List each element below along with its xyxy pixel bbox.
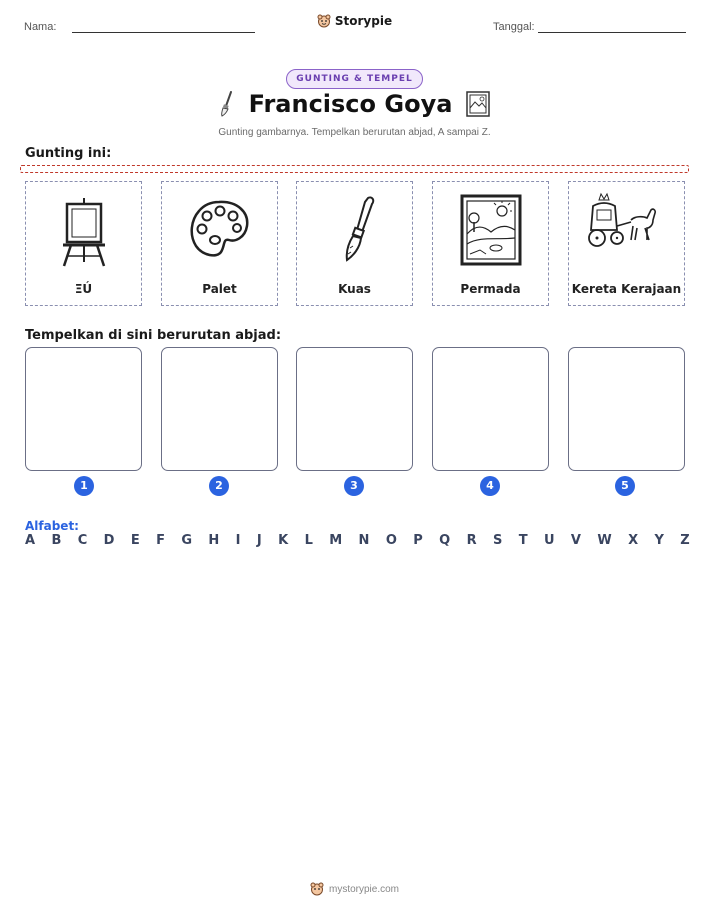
alphabet-letter: T: [518, 533, 528, 548]
landscape-painting-icon: [456, 190, 526, 270]
alphabet-letter: I: [235, 533, 241, 548]
alphabet-letter: X: [628, 533, 639, 548]
slot-number-2: 2: [209, 476, 229, 496]
paste-slot-2[interactable]: [161, 347, 278, 471]
paste-slot-3[interactable]: [296, 347, 413, 471]
paste-heading: Tempelkan di sini berurutan abjad:: [25, 328, 282, 343]
paste-slot-4[interactable]: [432, 347, 549, 471]
date-line: [538, 32, 686, 33]
cut-card-1[interactable]: [25, 181, 142, 306]
cut-card-label: ΞÚ: [74, 282, 93, 296]
alphabet-letter: O: [385, 533, 397, 548]
title-row: [0, 90, 709, 118]
cut-line: [20, 165, 689, 173]
alphabet-letter: S: [492, 533, 503, 548]
page-title: Francisco Goya: [248, 90, 453, 118]
name-label: Nama:: [24, 21, 57, 33]
paste-slot-5[interactable]: [568, 347, 685, 471]
slot-number-1: 1: [74, 476, 94, 496]
activity-badge: [0, 66, 709, 89]
cut-heading: Gunting ini:: [25, 146, 112, 161]
brand-name: Storypie: [334, 14, 393, 28]
alphabet-letter: Y: [654, 533, 664, 548]
alphabet-letter: P: [413, 533, 423, 548]
alphabet-letter: Q: [439, 533, 451, 548]
alphabet-letter: J: [256, 533, 262, 548]
royal-carriage-icon: [587, 190, 667, 270]
alphabet-letter: B: [51, 533, 62, 548]
framed-painting-icon: [466, 91, 490, 117]
alphabet-letter: A: [25, 533, 36, 548]
cut-card-5[interactable]: [568, 181, 685, 306]
brand: [0, 13, 709, 32]
storypie-logo-icon: [310, 882, 324, 896]
alphabet-letter: R: [466, 533, 477, 548]
alphabet-letter: E: [130, 533, 140, 548]
activity-badge-text: GUNTING & TEMPEL: [286, 69, 422, 89]
alphabet-row: [25, 533, 690, 548]
alphabet-letter: M: [329, 533, 343, 548]
name-line: [72, 32, 255, 33]
cut-card-label: Kereta Kerajaan: [571, 282, 682, 296]
alphabet-letter: L: [304, 533, 313, 548]
brush-icon: [320, 190, 390, 270]
footer-url: mystorypie.com: [328, 883, 399, 895]
slot-number-4: 4: [480, 476, 500, 496]
alphabet-letter: U: [543, 533, 555, 548]
alphabet-letter: K: [278, 533, 289, 548]
alphabet-letter: W: [597, 533, 612, 548]
alphabet-letter: N: [358, 533, 370, 548]
storypie-logo-icon: [317, 14, 331, 28]
date-label: Tanggal:: [493, 21, 535, 33]
easel-icon: [49, 190, 119, 270]
alphabet-heading: Alfabet:: [25, 519, 79, 533]
palette-icon: [185, 190, 255, 270]
slot-number-5: 5: [615, 476, 635, 496]
alphabet-letter: V: [570, 533, 581, 548]
paintbrush-icon: [219, 90, 235, 118]
cut-card-label: Permada: [460, 282, 521, 296]
cut-card-label: Palet: [202, 282, 237, 296]
alphabet-letter: Z: [680, 533, 690, 548]
alphabet-letter: H: [208, 533, 220, 548]
cut-card-4[interactable]: [432, 181, 549, 306]
alphabet-letter: C: [77, 533, 88, 548]
cut-card-label: Kuas: [338, 282, 371, 296]
alphabet-letter: G: [181, 533, 193, 548]
alphabet-letter: D: [103, 533, 115, 548]
paste-slot-1[interactable]: [25, 347, 142, 471]
cut-card-3[interactable]: [296, 181, 413, 306]
alphabet-letter: F: [156, 533, 165, 548]
footer: [0, 881, 709, 900]
instructions: Gunting gambarnya. Tempelkan berurutan abjad, A sampai Z.: [218, 127, 491, 138]
slot-number-3: 3: [344, 476, 364, 496]
cut-card-2[interactable]: [161, 181, 278, 306]
